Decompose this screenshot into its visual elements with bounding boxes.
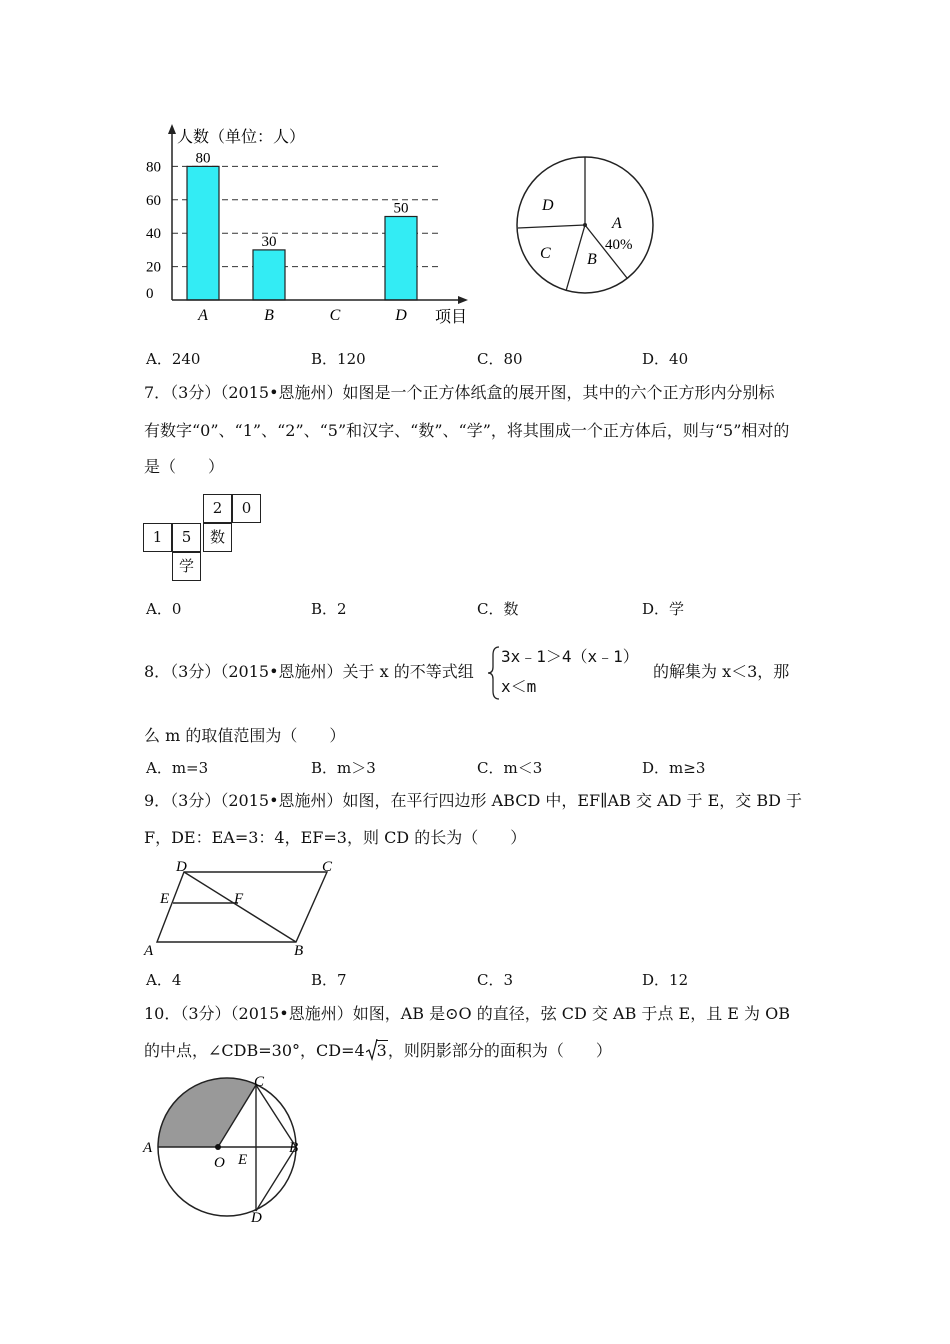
label-d: D (251, 1210, 262, 1226)
sqrt-sign (366, 1041, 388, 1061)
label-b: B (294, 943, 304, 959)
bar-a (187, 166, 219, 300)
label-o: O (214, 1155, 225, 1171)
q8-inequality-2: x＜m (501, 677, 537, 696)
segment-bc (256, 1085, 296, 1147)
sqrt-arg: 3 (376, 1041, 387, 1060)
label-c: C (254, 1074, 265, 1090)
label-f: F (234, 891, 244, 907)
q8-option-d: D．m≥3 (642, 759, 706, 777)
q6-option-b: B．120 (311, 350, 366, 368)
x-tick-label: C (329, 307, 341, 324)
net-cell-5: 5 (172, 523, 201, 552)
bar-data-label: 50 (393, 200, 409, 217)
q9-line-2: F，DE：EA=3：4，EF=3，则 CD 的长为（ ） (144, 828, 527, 847)
q8-line-2: 么 m 的取值范围为（ ） (144, 726, 346, 745)
q9-option-c: C．3 (477, 971, 514, 989)
q6-option-a: A．240 (146, 350, 201, 368)
q8-prefix: 8．（3分）（2015•恩施州）关于 x 的不等式组 (144, 662, 474, 681)
q7-option-b: B．2 (311, 600, 347, 618)
x-tick-label: D (395, 307, 407, 324)
q10-line-2b: ，则阴影部分的面积为（ ） (387, 1041, 612, 1060)
bar-data-label: 30 (261, 233, 277, 250)
bar-d (385, 217, 417, 301)
pie-label-d: D (542, 197, 554, 214)
net-cell-xue: 学 (172, 552, 201, 581)
q7-option-d: D．学 (642, 600, 685, 618)
center-o-dot (215, 1144, 221, 1150)
net-cell-0: 0 (232, 494, 261, 523)
q7-line-1: 7．（3分）（2015•恩施州）如图是一个正方体纸盒的展开图，其中的六个正方形内分别标 (144, 383, 775, 402)
y-axis-arrow (168, 124, 176, 134)
label-c: C (322, 859, 333, 875)
q7-line-2: 有数字“0”、“1”、“2”、“5”和汉字、“数”、“学”，将其围成一个正方体后，则与“5”相对的 (144, 421, 790, 440)
pie-chart (510, 150, 660, 300)
bar-b (253, 250, 285, 300)
pie-center (583, 223, 587, 227)
q10-line-1: 10．（3分）（2015•恩施州）如图，AB 是⊙O 的直径，弦 CD 交 AB 于点 E，且 E 为 OB (144, 1004, 791, 1023)
parallelogram-figure (140, 855, 345, 965)
y-tick-label: 40 (146, 226, 161, 243)
bar-chart (135, 120, 480, 330)
label-e: E (238, 1152, 248, 1168)
label-a: A (143, 1140, 153, 1156)
parallelogram-abcd (157, 872, 327, 942)
q10-line-2 (144, 1041, 612, 1061)
cube-net (143, 494, 265, 584)
pie-label-c: C (540, 245, 551, 262)
pie-label-b: B (587, 251, 597, 268)
y-tick-label: 80 (146, 159, 161, 176)
q7-option-a: A．0 (146, 600, 182, 618)
q10-line-2a: 的中点，∠CDB=30°，CD=4 (144, 1041, 365, 1060)
q8-inequality-1: 3x﹣1＞4（x﹣1） (501, 647, 639, 666)
shaded-sector (158, 1079, 256, 1147)
y-tick-label: 20 (146, 259, 161, 276)
x-tick-label: B (264, 307, 274, 324)
q6-option-d: D．40 (642, 350, 689, 368)
pie-label-a: A (612, 215, 622, 232)
y-axis-label: 人数（单位：人） (177, 129, 306, 146)
q9-option-b: B．7 (311, 971, 347, 989)
q8-option-a: A．m=3 (146, 759, 209, 777)
net-cell-2: 2 (203, 494, 232, 523)
q8-option-b: B．m＞3 (311, 759, 376, 777)
circle-figure (140, 1070, 315, 1225)
x-axis-arrow (458, 296, 468, 304)
net-cell-1: 1 (143, 523, 172, 552)
bar-data-label: 80 (195, 150, 211, 167)
segment-bd (184, 872, 296, 942)
inequality-brace (487, 645, 501, 701)
q6-option-c: C．80 (477, 350, 523, 368)
q7-line-3: 是（ ） (144, 457, 225, 476)
x-axis-label: 项目 (435, 309, 468, 326)
q9-option-d: D．12 (642, 971, 689, 989)
q9-line-1: 9．（3分）（2015•恩施州）如图，在平行四边形 ABCD 中，EF∥AB 交 AD 于 E，交 BD 于 (144, 791, 803, 810)
y-tick-label: 0 (146, 286, 154, 302)
pie-label-a-percent: 40% (605, 237, 633, 253)
x-tick-label: A (198, 307, 208, 324)
label-b: B (289, 1140, 299, 1156)
q9-option-a: A．4 (146, 971, 182, 989)
label-e: E (160, 891, 170, 907)
segment-bd (256, 1147, 296, 1211)
q8-option-c: C．m＜3 (477, 759, 543, 777)
label-a: A (144, 943, 154, 959)
q8-suffix: 的解集为 x＜3，那 (653, 662, 790, 681)
label-d: D (176, 859, 187, 875)
q7-option-c: C．数 (477, 600, 519, 618)
net-cell-shu: 数 (203, 523, 232, 552)
y-tick-label: 60 (146, 192, 161, 209)
